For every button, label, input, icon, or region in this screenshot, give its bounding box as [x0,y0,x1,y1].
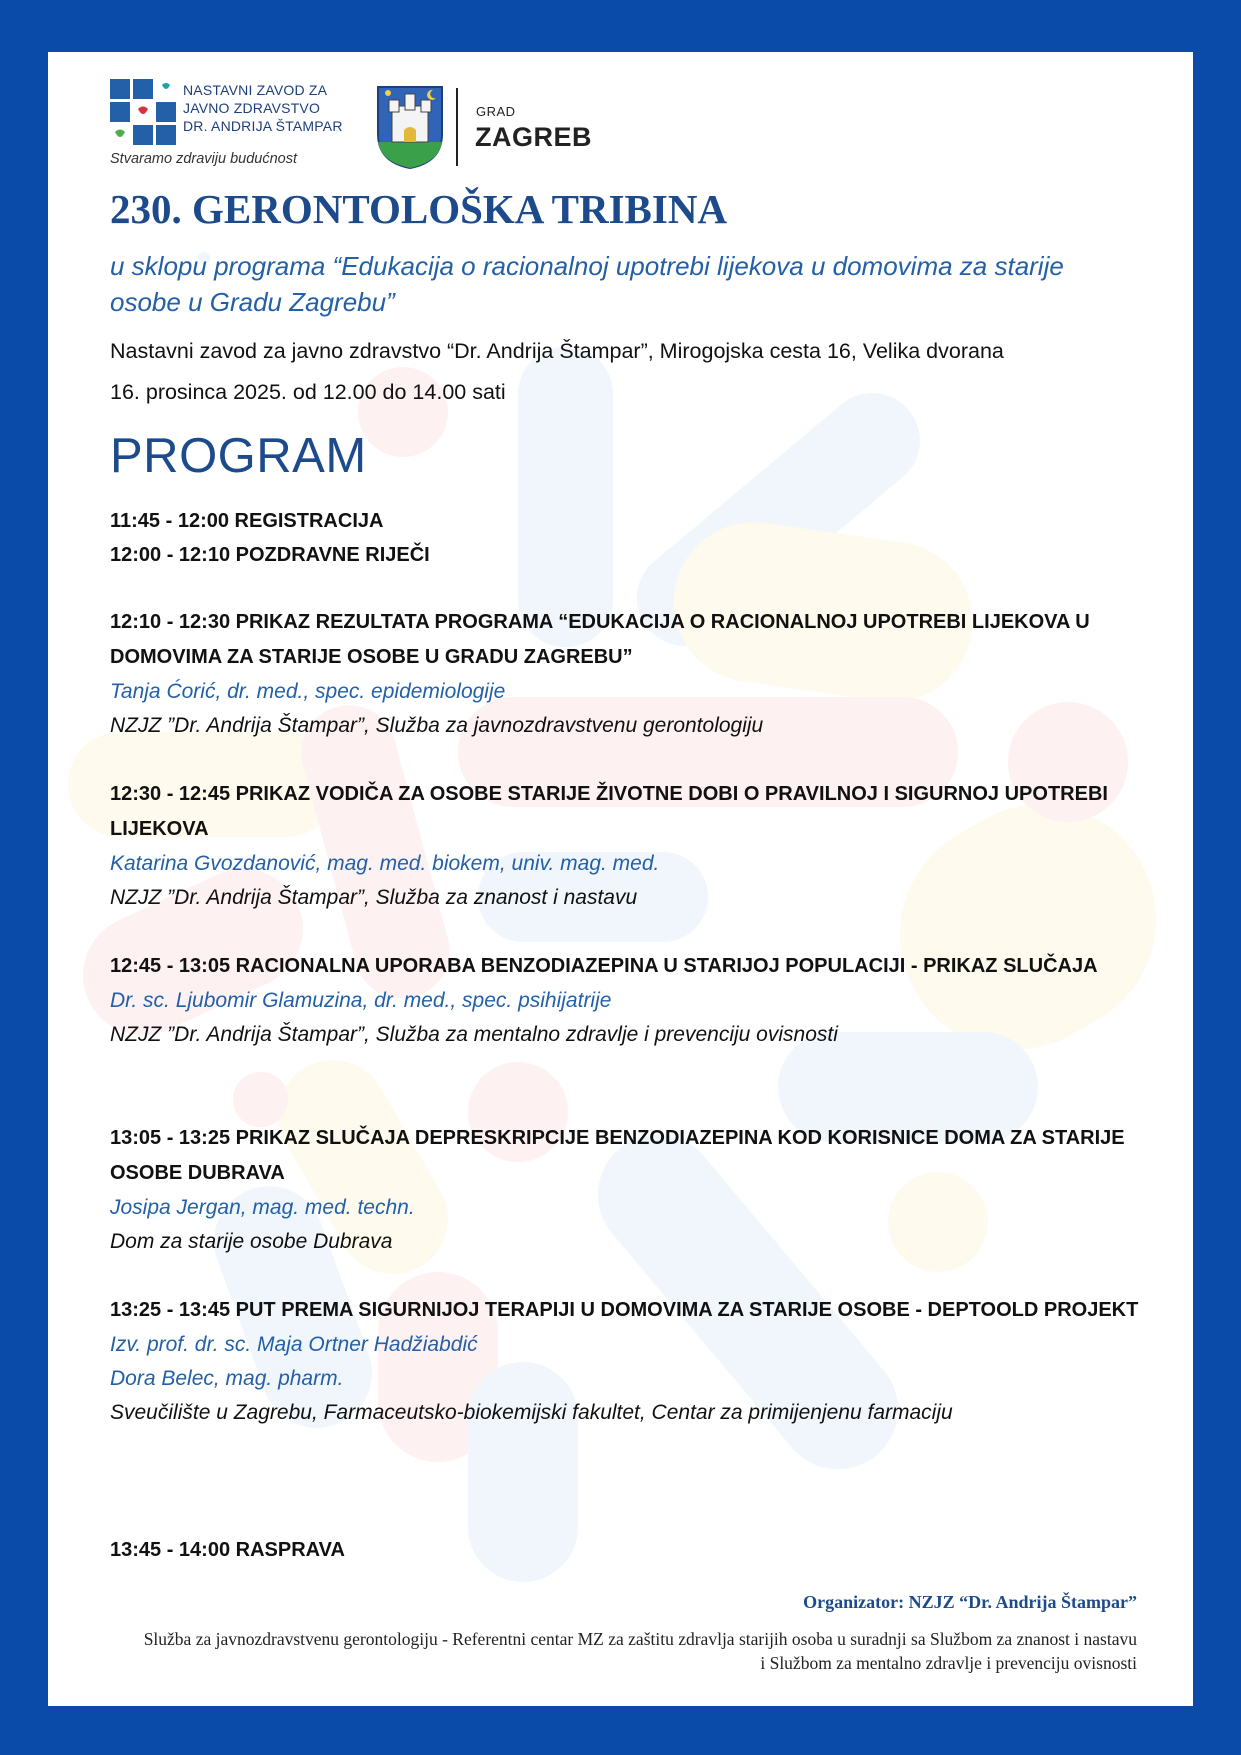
program-item-title: 12:10 - 12:30 PRIKAZ REZULTATA PROGRAMA “EDUKACIJA O RACIONALNOJ UPOTREBI LIJEKOVA U DOMOVIMA ZA STARIJE OSOBE U GRADU ZAGREBU” [110,611,1090,668]
program-item-title: 12:30 - 12:45 PRIKAZ VODIČA ZA OSOBE STARIJE ŽIVOTNE DOBI O PRAVILNOJ I SIGURNOJ UPOTREBI LIJEKOVA [110,783,1108,840]
program-item-speaker: Josipa Jergan, mag. med. techn. [110,1196,415,1219]
program-item-title: 12:00 - 12:10 POZDRAVNE RIJEČI [110,544,430,566]
nzjz-logo-text [183,81,343,135]
event-venue-block [110,331,1190,413]
program-item-organization: NZJZ ”Dr. Andrija Štampar”, Služba za znanost i nastavu [110,886,638,909]
footer-note: Služba za javnozdravstvenu gerontologiju - Referentni centar MZ za zaštitu zdravlja starijih osoba u suradnji sa Službom za znanost i nastavu i Službom za mentalno zdravlje i prevenciju ovisnosti [143,1629,1137,1673]
nzjz-logo-line: DR. ANDRIJA ŠTAMPAR [183,118,343,134]
program-item [110,1533,1140,1568]
event-title: 230. GERONTOLOŠKA TRIBINA [110,186,728,232]
program-item [110,538,1140,573]
program-item-title: 12:45 - 13:05 RACIONALNA UPORABA BENZODIAZEPINA U STARIJOJ POPULACIJI - PRIKAZ SLUČAJA [110,955,1098,977]
program-item-speaker: Dora Belec, mag. pharm. [110,1367,344,1390]
event-venue: Nastavni zavod za javno zdravstvo “Dr. Andrija Štampar”, Mirogojska cesta 16, Velika dvorana [110,339,1004,363]
program-item-title: 13:45 - 14:00 RASPRAVA [110,1539,345,1561]
organizer-line: Organizator: NZJZ “Dr. Andrija Štampar” [803,1592,1137,1612]
program-item-speaker: Katarina Gvozdanović, mag. med. biokem, univ. mag. med. [110,852,660,875]
event-datetime: 16. prosinca 2025. od 12.00 do 14.00 sati [110,380,506,404]
logo-divider [456,88,458,166]
program-item [110,1121,1140,1259]
program-item [110,1293,1140,1430]
zagreb-coat-of-arms-icon [375,84,445,170]
nzjz-logo-line: NASTAVNI ZAVOD ZA [183,82,328,98]
program-item-speaker: Dr. sc. Ljubomir Glamuzina, dr. med., spec. psihijatrije [110,989,612,1012]
program-item-title: 11:45 - 12:00 REGISTRACIJA [110,510,384,532]
nzjz-logo [110,79,360,189]
nzjz-logo-line: JAVNO ZDRAVSTVO [183,100,321,116]
program-item-speaker: Tanja Ćorić, dr. med., spec. epidemiologije [110,680,506,703]
program-item [110,504,1140,539]
program-item-speaker: Izv. prof. dr. sc. Maja Ortner Hadžiabdić [110,1333,478,1356]
zagreb-label: ZAGREB [475,122,592,152]
program-item-organization: Dom za starije osobe Dubrava [110,1230,393,1253]
grad-label: GRAD [476,104,516,119]
program-item-title: 13:25 - 13:45 PUT PREMA SIGURNIJOJ TERAPIJI U DOMOVIMA ZA STARIJE OSOBE - DEPTOOLD PROJEKT [110,1299,1139,1321]
program-item-organization: NZJZ ”Dr. Andrija Štampar”, Služba za javnozdravstvenu gerontologiju [110,714,764,737]
poster-page [48,52,1193,1706]
program-item [110,605,1140,743]
program-item-title: 13:05 - 13:25 PRIKAZ SLUČAJA DEPRESKRIPCIJE BENZODIAZEPINA KOD KORISNICE DOMA ZA STARIJE OSOBE DUBRAVA [110,1127,1125,1184]
program-item-organization: NZJZ ”Dr. Andrija Štampar”, Služba za mentalno zdravlje i prevenciju ovisnosti [110,1023,838,1046]
nzjz-tagline: Stvaramo zdraviju budućnost [110,151,297,167]
program-item [110,777,1140,915]
program-item [110,949,1140,1052]
event-subtitle: u sklopu programa “Edukacija o racionalnoj upotrebi lijekova u domovima za starije osobe u Gradu Zagrebu” [110,251,1064,317]
program-item-organization: Sveučilište u Zagrebu, Farmaceutsko-biokemijski fakultet, Centar za primijenjenu farmaciju [110,1401,953,1424]
grad-zagreb-logo [375,84,595,174]
nzjz-logo-mark-icon [110,79,176,145]
program-heading: PROGRAM [110,429,367,483]
